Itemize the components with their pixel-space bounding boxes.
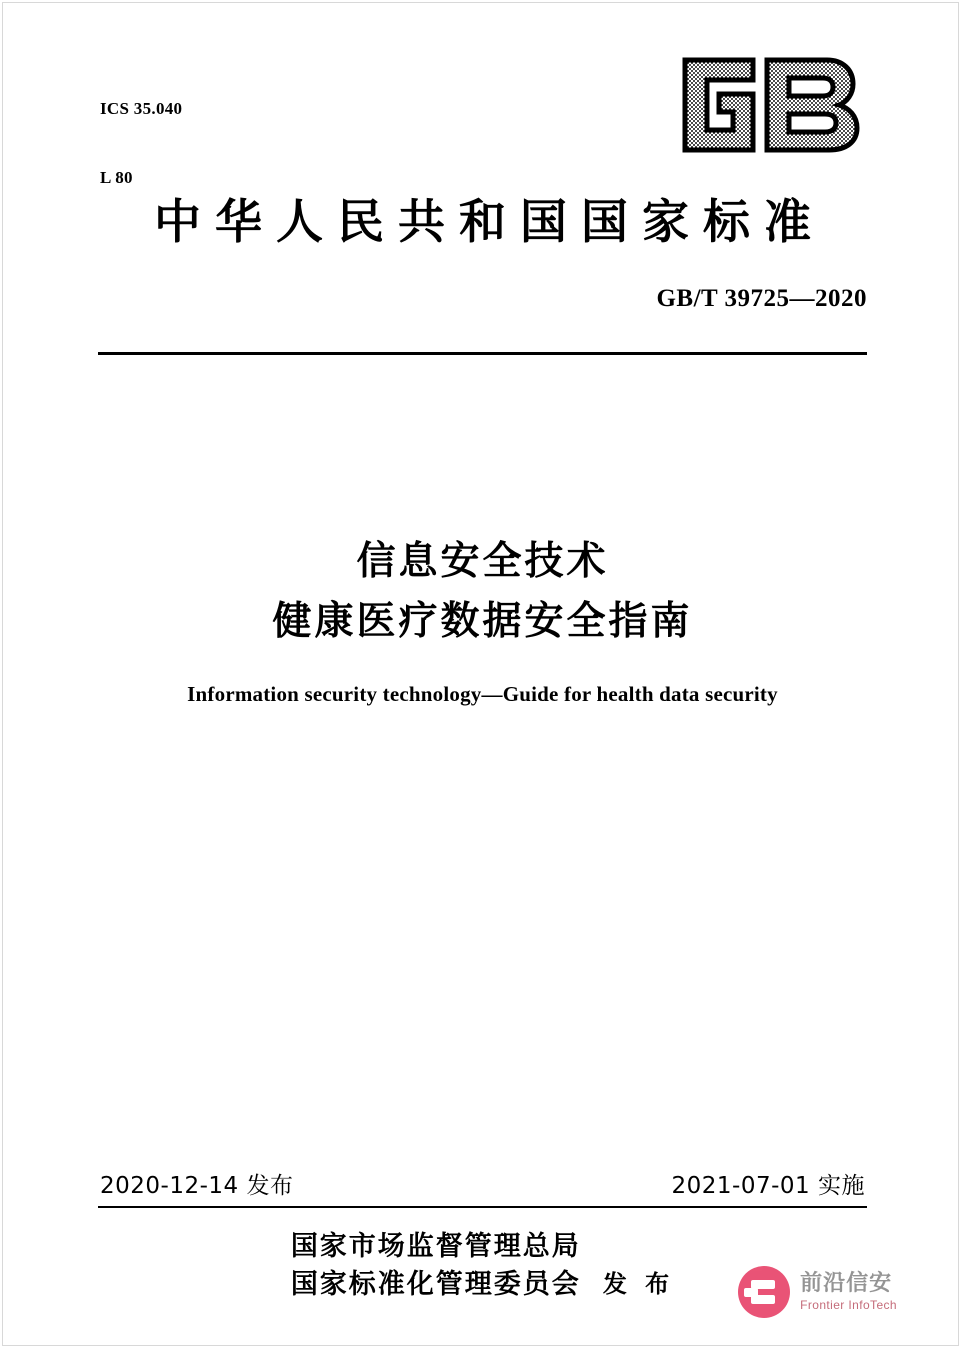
issuer-line-1: 国家市场监督管理总局 [290, 1231, 581, 1262]
document-title [0, 532, 965, 653]
watermark-name-en: Frontier InfoTech [800, 1297, 897, 1312]
release-date: 2020-12-14 发布 [100, 1173, 294, 1199]
watermark-name-cn: 前沿信安 [800, 1271, 893, 1297]
watermark-logo-bar [744, 1288, 758, 1297]
ics-code: ICS 35.040 [100, 98, 183, 118]
document-title-line-1: 信息安全技术 [356, 539, 609, 584]
national-standard-title: 中华人民共和国国家标准 [154, 195, 825, 250]
document-title-english: Information security technology—Guide for health data security [187, 682, 778, 706]
gb-logo-icon [667, 46, 877, 164]
watermark-text [800, 1271, 897, 1312]
classification-code: L 80 [100, 167, 133, 187]
document-title-line-2: 健康医疗数据安全指南 [272, 599, 693, 645]
implementation-date: 2021-07-01 实施 [671, 1173, 865, 1199]
watermark-logo-icon [738, 1266, 790, 1318]
issuer-names [291, 1228, 581, 1305]
header-divider [98, 352, 867, 355]
watermark [738, 1266, 897, 1318]
footer-divider [98, 1206, 867, 1208]
issue-label: 发 布 [602, 1269, 675, 1298]
standard-number: GB/T 39725—2020 [656, 285, 867, 312]
issuer-line-2: 国家标准化管理委员会 [290, 1269, 581, 1301]
